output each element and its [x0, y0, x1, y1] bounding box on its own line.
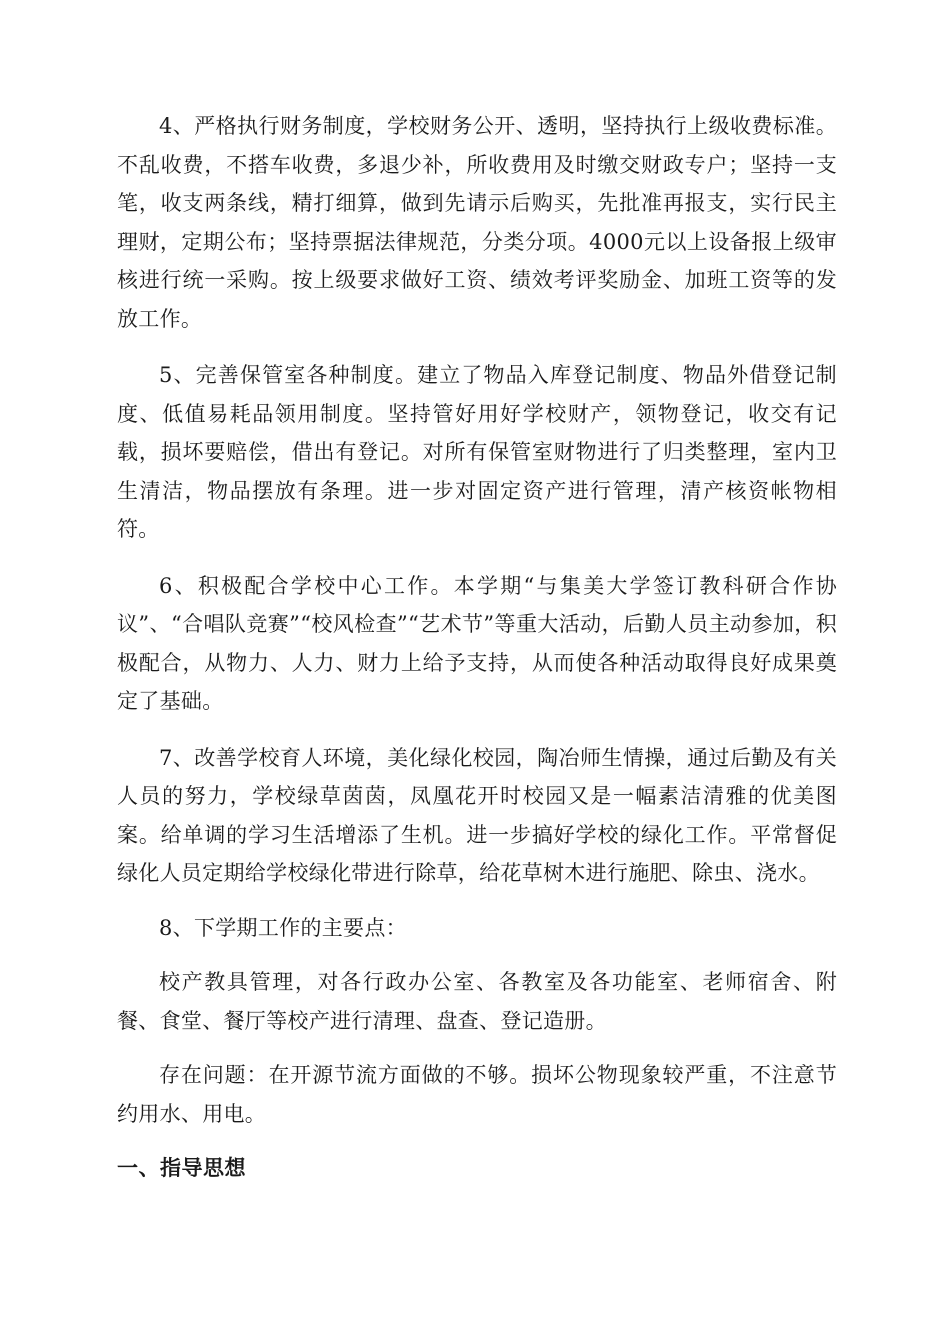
paragraph-finance: 4、严格执行财务制度，学校财务公开、透明，坚持执行上级收费标准。不乱收费，不搭车收费，多退少补，所收费用及时缴交财政专户；坚持一支笔，收支两条线，精打细算，做到先请示后购买，先批准再报支，实行民主理财，定期公布；坚持票据法律规范，分类分项。4000元以上设备报上级审核进行统一采购。按上级要求做好工资、绩效考评奖励金、加班工资等的发放工作。 [117, 114, 837, 331]
paragraph-campus-greening: 7、改善学校育人环境，美化绿化校园，陶冶师生情操，通过后勤及有关人员的努力，学校绿草茵茵，凤凰花开时校园又是一幅素洁清雅的优美图案。给单调的学习生活增添了生机。进一步搞好学校的绿化工作。平常督促绿化人员定期给学校绿化带进行除草，给花草树木进行施肥、除虫、浇水。 [117, 745, 837, 885]
paragraph-next-term-points: 8、下学期工作的主要点： [159, 915, 407, 940]
paragraph-school-activities: 6、积极配合学校中心工作。本学期“与集美大学签订教科研合作协议”、“合唱队竞赛”“校风检查”“艺术节”等重大活动，后勤人员主动参加，积极配合，从物力、人力、财力上给予支持，从而使各种活动取得良好成果奠定了基础。 [117, 573, 837, 713]
paragraph-existing-problems: 存在问题：在开源节流方面做的不够。损坏公物现象较严重，不注意节约用水、用电。 [117, 1063, 837, 1126]
paragraph-asset-management: 校产教具管理，对各行政办公室、各教室及各功能室、老师宿舍、附餐、食堂、餐厅等校产进行清理、盘查、登记造册。 [117, 970, 837, 1033]
document-page [117, 107, 837, 1187]
paragraph-storage-room: 5、完善保管室各种制度。建立了物品入库登记制度、物品外借登记制度、低值易耗品领用制度。坚持管好用好学校财产，领物登记，收交有记载，损坏要赔偿，借出有登记。对所有保管室财物进行了归类整理，室内卫生清洁，物品摆放有条理。进一步对固定资产进行管理，清产核资帐物相符。 [117, 363, 837, 541]
section-heading: 一、指导思想 [117, 1156, 246, 1180]
